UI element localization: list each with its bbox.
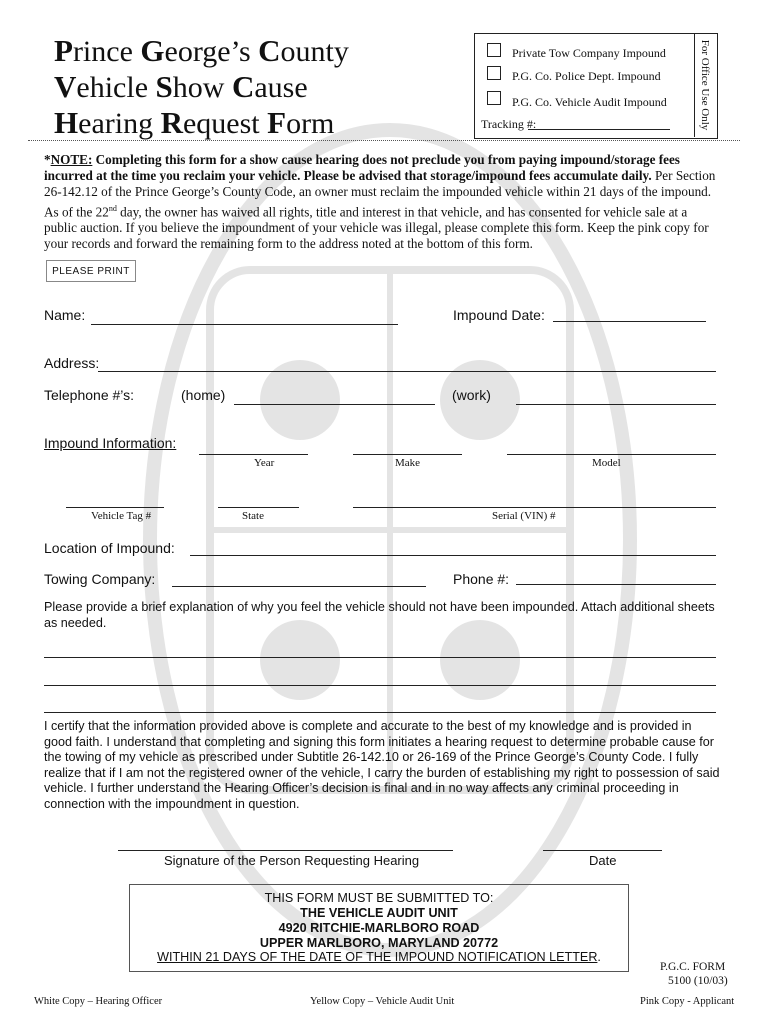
header-divider: [28, 140, 740, 141]
explanation-line-1[interactable]: [44, 657, 716, 658]
towing-company-input[interactable]: [172, 586, 426, 587]
year-label: Year: [254, 457, 275, 469]
work-phone-label: (work): [452, 387, 491, 403]
explanation-instructions: Please provide a brief explanation of why you feel the vehicle should not have been impounded. Attach additional sheets as needed.: [44, 600, 715, 630]
police-dept-checkbox[interactable]: [487, 66, 501, 80]
footer-pink-copy: Pink Copy - Applicant: [640, 996, 735, 1007]
model-label: Model: [592, 457, 621, 469]
name-label: Name:: [44, 307, 86, 323]
form-revision-label: 5100 (10/03): [668, 975, 728, 987]
date-input[interactable]: [543, 850, 662, 851]
telephone-label: Telephone #’s:: [44, 387, 135, 403]
vehicle-audit-checkbox[interactable]: [487, 91, 501, 105]
notice-paragraph: *NOTE: Completing this form for a show cause hearing does not preclude you from paying impound/storage fees incurred at the time you reclaim your vehicle. Please be advised that storage/impound fees accumulate daily. Per Section 26-142.12 of the Prince George’s County Code, an owner must reclaim the impounded vehicle within 21 days of the impound. As of the 22nd day, the owner has waived all rights, title and interest in that vehicle, and has consented for vehicle sale at a public auction. If you believe the impoundment of your vehicle was illegal, please complete this form. Keep the pink copy for your records and forward the remaining form to the address noted at the bottom of this form.: [44, 152, 716, 252]
tracking-label: Tracking #:: [481, 117, 537, 131]
home-phone-input[interactable]: [234, 404, 435, 405]
location-input[interactable]: [190, 555, 716, 556]
private-tow-label: Private Tow Company Impound: [512, 46, 666, 60]
vehicle-audit-label: P.G. Co. Vehicle Audit Impound: [512, 95, 667, 109]
police-dept-label: P.G. Co. Police Dept. Impound: [512, 69, 661, 83]
name-input[interactable]: [91, 324, 398, 325]
serial-vin-input[interactable]: [353, 507, 716, 508]
vehicle-tag-label: Vehicle Tag #: [91, 510, 152, 522]
explanation-line-2[interactable]: [44, 685, 716, 686]
address-input[interactable]: [98, 371, 716, 372]
work-phone-input[interactable]: [516, 404, 716, 405]
state-label: State: [242, 510, 264, 522]
private-tow-checkbox[interactable]: [487, 43, 501, 57]
footer-yellow-copy: Yellow Copy – Vehicle Audit Unit: [310, 996, 455, 1007]
impound-date-input[interactable]: [553, 321, 706, 322]
phone-label: Phone #:: [453, 571, 510, 587]
submit-city: UPPER MARLBORO, MARYLAND 20772: [259, 936, 499, 950]
certification-paragraph: I certify that the information provided above is complete and accurate to the best of my knowledge and is provided in good faith. I understand that completing and signing this form initiates a hearing request to determine probable cause for the towing of my vehicle as prescribed under Subtitle 26-142.10 or 26-169 of the Prince George’s County Code. I fully realize that if I am not the registered owner of the vehicle, I carry the burden of establishing my right to possession of said vehicle. I further understand the Hearing Officer’s decision is final and in no way affects any criminal proceeding in connection with the impoundment in question.: [44, 719, 720, 811]
date-label: Date: [589, 853, 617, 868]
signature-input[interactable]: [118, 850, 453, 851]
please-print-label: PLEASE PRINT: [46, 260, 136, 282]
submission-address-box: [129, 884, 629, 972]
home-phone-label: (home): [181, 387, 226, 403]
serial-vin-label: Serial (VIN) #: [492, 510, 556, 522]
phone-input[interactable]: [516, 584, 716, 585]
office-use-label: For Office Use Only: [699, 39, 711, 131]
address-label: Address:: [44, 355, 100, 371]
year-input[interactable]: [199, 454, 308, 455]
form-title-line-2: Vehicle Show Cause: [54, 69, 308, 104]
explanation-line-3[interactable]: [44, 712, 716, 713]
state-input[interactable]: [218, 507, 299, 508]
make-input[interactable]: [353, 454, 462, 455]
form-title-line-1: Prince George’s County: [54, 33, 349, 68]
submit-unit: THE VEHICLE AUDIT UNIT: [300, 906, 458, 920]
vehicle-tag-input[interactable]: [66, 507, 164, 508]
signature-label: Signature of the Person Requesting Hearing: [164, 853, 420, 868]
location-label: Location of Impound:: [44, 540, 175, 556]
footer-white-copy: White Copy – Hearing Officer: [34, 996, 163, 1007]
make-label: Make: [395, 457, 421, 469]
submit-heading: THIS FORM MUST BE SUBMITTED TO:: [264, 891, 494, 905]
impound-info-heading: Impound Information:: [44, 435, 177, 451]
towing-company-label: Towing Company:: [44, 571, 156, 587]
submit-deadline: WITHIN 21 DAYS OF THE DATE OF THE IMPOUND NOTIFICATION LETTER.: [157, 950, 601, 964]
impound-date-label: Impound Date:: [453, 307, 545, 323]
submit-street: 4920 RITCHIE-MARLBORO ROAD: [278, 921, 480, 935]
tracking-input[interactable]: [528, 129, 670, 130]
form-title-line-3: Hearing Request Form: [54, 105, 335, 140]
form-number-label: P.G.C. FORM: [660, 961, 726, 973]
model-input[interactable]: [507, 454, 716, 455]
